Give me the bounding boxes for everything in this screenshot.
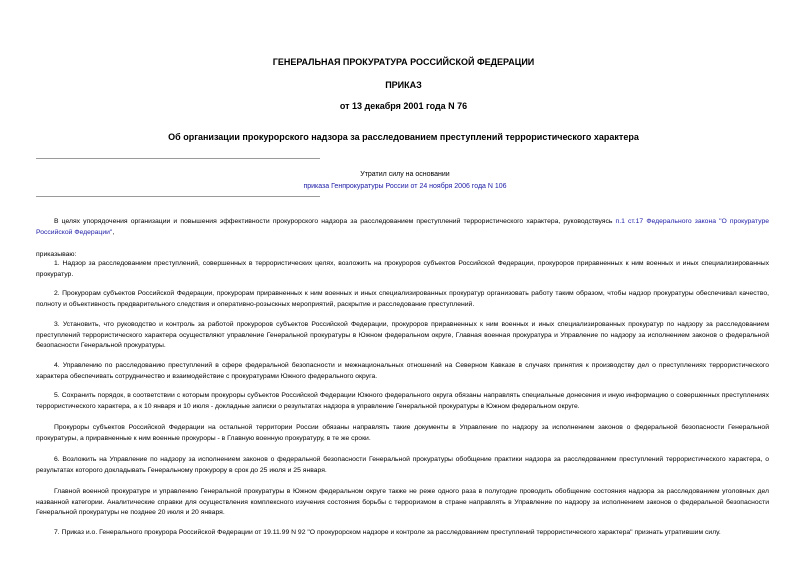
divider-top	[36, 158, 320, 159]
paragraph-6: 6. Возложить на Управление по надзору за исполнением законов о федеральной безопасности Генеральной прокуратуры обобщение практики надзора за расследованием преступлений террористического характера, о результатах которого докладывать Генеральному прокурору в срок до 25 июля и 25 января.	[36, 456, 769, 474]
paragraph-4: 4. Управлению по расследованию преступлений в сфере федеральной безопасности и межнациональных отношений на Северном Кавказе в случаях принятия к производству дел о преступлениях террористического характера обеспечивать сотрудничество и взаимодействие с прокуратурами Южного федерального округа.	[36, 362, 769, 380]
intro-text: В целях упорядочения организации и повышения эффективности прокурорского надзора за расследованием преступлений террористического характера, руководствуясь	[54, 218, 616, 225]
paragraph-2: 2. Прокурорам субъектов Российской Федерации, прокурорам приравненных к ним военных и иных специализированных прокуратур организовать работу таким образом, чтобы надзор прокуратуры обеспечивал качество, полноту и объективность предварительного следствия и оперативно-розыскных мероприятий, раскрытие и расследование преступлений.	[36, 290, 769, 308]
order-word: приказываю:	[36, 251, 77, 258]
paragraph-5: 5. Сохранить порядок, в соответствии с которым прокуроры субъектов Российской Федерации Южного федерального округа обязаны направлять специальные донесения и иную информацию о совершенных преступлениях террористического характера, а к 10 января и 10 июля - докладные записки о результатах надзора в управление Генеральной прокуратуры в Южном федеральном округе.	[36, 392, 769, 410]
status-link[interactable]: приказа Генпрокуратуры России от 24 ноября 2006 года N 106	[303, 183, 507, 190]
doc-date-number: от 13 декабря 2001 года N 76	[339, 101, 468, 111]
intro-paragraph	[36, 217, 769, 238]
law-article-link[interactable]: п.1 ст.17	[615, 218, 644, 225]
status-note	[120, 169, 690, 193]
paragraph-1: 1. Надзор за расследованием преступлений, совершенных в террористических целях, возложить на прокуроров субъектов Российской Федерации, прокуроров приравненных к ним военных и иных специализированных прокуратур.	[36, 260, 769, 278]
paragraph-7: 7. Приказ и.о. Генерального прокурора Российской Федерации от 19.11.99 N 92 "О прокурорском надзоре и контроле за расследованием преступлений террористического характера" признать утратившим силу.	[54, 529, 721, 536]
status-line: Утратил силу на основании	[360, 171, 450, 178]
divider-bottom	[36, 196, 320, 197]
paragraph-5b: Прокуроры субъектов Российской Федерации на остальной территории России обязаны направлять такие документы в Управление по надзору за исполнением законов о федеральной безопасности Генеральной прокуратуры, а приравненные к ним военные прокуроры - в Главную военную прокуратуру, в те же сроки.	[36, 424, 769, 442]
paragraph-3: 3. Установить, что руководство и контроль за работой прокуроров субъектов Российской Федерации, прокуроров приравненных к ним военных и иных специализированных прокуратур по надзору за расследованием преступлений террористического характера осуществляют управление Генеральной прокуратуры в Южном федеральном округе, Главная военная прокуратура и Управление по надзору за исполнением законов о федеральной безопасности Генеральной прокуратуры.	[36, 321, 769, 350]
doc-type-heading: ПРИКАЗ	[385, 80, 422, 90]
federal-law-link[interactable]: Федерального закона "О прокуратуре Российской Федерации"	[36, 218, 770, 236]
org-heading: ГЕНЕРАЛЬНАЯ ПРОКУРАТУРА РОССИЙСКОЙ ФЕДЕРАЦИИ	[272, 57, 535, 67]
intro-end: ,	[112, 228, 115, 236]
paragraph-6b: Главной военной прокуратуре и управлению Генеральной прокуратуры в Южном федеральном округе также не реже одного раза в полугодие проводить обобщение состояния надзора за расследованием уголовных дел названной категории. Аналитические справки для осуществления комплексного изучения состояния борьбы с терроризмом в стране направлять в Управление по надзору за исполнением законов о федеральной безопасности Генеральной прокуратуры не позднее 20 июля и 20 января.	[36, 488, 769, 517]
doc-title: Об организации прокурорского надзора за расследованием преступлений террористического характера	[168, 132, 639, 142]
